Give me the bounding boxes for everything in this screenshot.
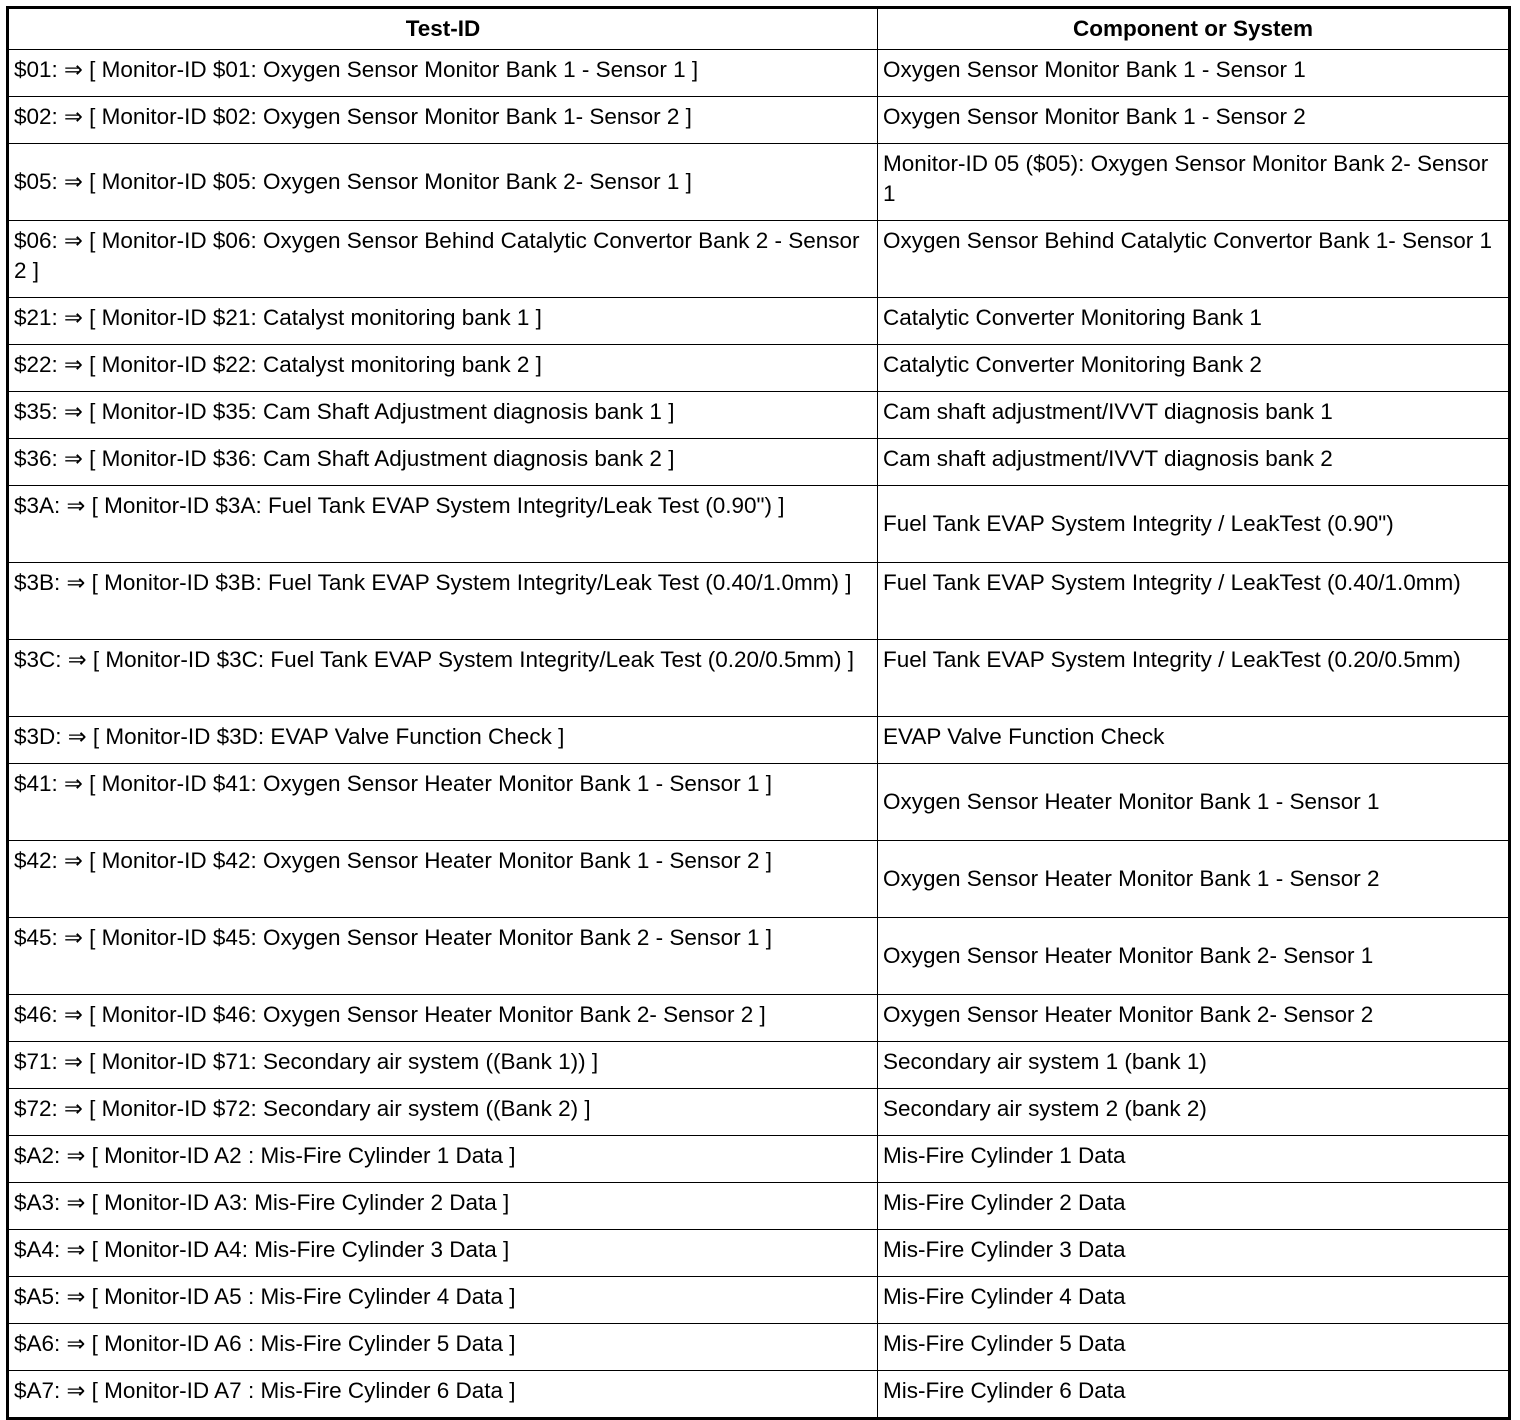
component-cell: Oxygen Sensor Monitor Bank 1 - Sensor 1 [878,50,1510,97]
test-id-cell: $A2: ⇒ [ Monitor-ID A2 : Mis-Fire Cylinder 1 Data ] [8,1136,878,1183]
table-header-row [8,8,1510,50]
test-id-cell: $3C: ⇒ [ Monitor-ID $3C: Fuel Tank EVAP System Integrity/Leak Test (0.20/0.5mm) ] [8,640,878,717]
table-row [8,439,1510,486]
header-test-id: Test-ID [8,8,878,50]
table-row [8,918,1510,995]
test-id-cell: $22: ⇒ [ Monitor-ID $22: Catalyst monitoring bank 2 ] [8,345,878,392]
component-cell: Cam shaft adjustment/IVVT diagnosis bank 1 [878,392,1510,439]
test-id-cell: $36: ⇒ [ Monitor-ID $36: Cam Shaft Adjustment diagnosis bank 2 ] [8,439,878,486]
component-cell: Mis-Fire Cylinder 5 Data [878,1324,1510,1371]
table-row [8,1277,1510,1324]
table-row [8,392,1510,439]
table-row [8,298,1510,345]
test-id-cell: $A4: ⇒ [ Monitor-ID A4: Mis-Fire Cylinder 3 Data ] [8,1230,878,1277]
component-cell: Fuel Tank EVAP System Integrity / LeakTest (0.40/1.0mm) [878,563,1510,640]
component-cell: Monitor-ID 05 ($05): Oxygen Sensor Monitor Bank 2- Sensor 1 [878,144,1510,221]
test-id-cell: $01: ⇒ [ Monitor-ID $01: Oxygen Sensor Monitor Bank 1 - Sensor 1 ] [8,50,878,97]
component-cell: Mis-Fire Cylinder 6 Data [878,1371,1510,1419]
component-cell: Oxygen Sensor Behind Catalytic Convertor Bank 1- Sensor 1 [878,221,1510,298]
test-id-cell: $46: ⇒ [ Monitor-ID $46: Oxygen Sensor Heater Monitor Bank 2- Sensor 2 ] [8,995,878,1042]
table-row [8,764,1510,841]
component-cell: Fuel Tank EVAP System Integrity / LeakTest (0.90") [878,486,1510,563]
table-row [8,841,1510,918]
header-component: Component or System [878,8,1510,50]
table-row [8,50,1510,97]
component-cell: Catalytic Converter Monitoring Bank 2 [878,345,1510,392]
test-id-cell: $35: ⇒ [ Monitor-ID $35: Cam Shaft Adjustment diagnosis bank 1 ] [8,392,878,439]
component-cell: EVAP Valve Function Check [878,717,1510,764]
component-cell: Fuel Tank EVAP System Integrity / LeakTest (0.20/0.5mm) [878,640,1510,717]
test-id-cell: $72: ⇒ [ Monitor-ID $72: Secondary air system ((Bank 2) ] [8,1089,878,1136]
component-cell: Oxygen Sensor Monitor Bank 1 - Sensor 2 [878,97,1510,144]
test-id-cell: $A3: ⇒ [ Monitor-ID A3: Mis-Fire Cylinder 2 Data ] [8,1183,878,1230]
component-cell: Mis-Fire Cylinder 4 Data [878,1277,1510,1324]
table-row [8,1324,1510,1371]
component-cell: Secondary air system 1 (bank 1) [878,1042,1510,1089]
component-cell: Oxygen Sensor Heater Monitor Bank 1 - Sensor 2 [878,841,1510,918]
table-row [8,640,1510,717]
test-id-cell: $71: ⇒ [ Monitor-ID $71: Secondary air system ((Bank 1)) ] [8,1042,878,1089]
component-cell: Mis-Fire Cylinder 2 Data [878,1183,1510,1230]
table-row [8,144,1510,221]
test-id-cell: $3B: ⇒ [ Monitor-ID $3B: Fuel Tank EVAP System Integrity/Leak Test (0.40/1.0mm) ] [8,563,878,640]
component-cell: Catalytic Converter Monitoring Bank 1 [878,298,1510,345]
table-row [8,995,1510,1042]
table-row [8,1371,1510,1419]
test-id-cell: $06: ⇒ [ Monitor-ID $06: Oxygen Sensor Behind Catalytic Convertor Bank 2 - Sensor 2 ] [8,221,878,298]
table-row [8,563,1510,640]
table-row [8,221,1510,298]
test-id-cell: $21: ⇒ [ Monitor-ID $21: Catalyst monitoring bank 1 ] [8,298,878,345]
test-id-cell: $05: ⇒ [ Monitor-ID $05: Oxygen Sensor Monitor Bank 2- Sensor 1 ] [8,144,878,221]
table-row [8,345,1510,392]
test-id-cell: $42: ⇒ [ Monitor-ID $42: Oxygen Sensor Heater Monitor Bank 1 - Sensor 2 ] [8,841,878,918]
table-row [8,1042,1510,1089]
test-id-cell: $02: ⇒ [ Monitor-ID $02: Oxygen Sensor Monitor Bank 1- Sensor 2 ] [8,97,878,144]
table-row [8,1230,1510,1277]
test-id-cell: $45: ⇒ [ Monitor-ID $45: Oxygen Sensor Heater Monitor Bank 2 - Sensor 1 ] [8,918,878,995]
test-id-cell: $A6: ⇒ [ Monitor-ID A6 : Mis-Fire Cylinder 5 Data ] [8,1324,878,1371]
test-id-cell: $3A: ⇒ [ Monitor-ID $3A: Fuel Tank EVAP System Integrity/Leak Test (0.90") ] [8,486,878,563]
component-cell: Cam shaft adjustment/IVVT diagnosis bank 2 [878,439,1510,486]
monitor-test-table [6,6,1511,1420]
test-id-cell: $3D: ⇒ [ Monitor-ID $3D: EVAP Valve Function Check ] [8,717,878,764]
test-id-cell: $A7: ⇒ [ Monitor-ID A7 : Mis-Fire Cylinder 6 Data ] [8,1371,878,1419]
test-id-cell: $41: ⇒ [ Monitor-ID $41: Oxygen Sensor Heater Monitor Bank 1 - Sensor 1 ] [8,764,878,841]
table-row [8,1183,1510,1230]
table-row [8,1089,1510,1136]
table-row [8,97,1510,144]
component-cell: Oxygen Sensor Heater Monitor Bank 2- Sensor 2 [878,995,1510,1042]
component-cell: Mis-Fire Cylinder 3 Data [878,1230,1510,1277]
table-row [8,717,1510,764]
component-cell: Oxygen Sensor Heater Monitor Bank 1 - Sensor 1 [878,764,1510,841]
table-row [8,1136,1510,1183]
component-cell: Secondary air system 2 (bank 2) [878,1089,1510,1136]
component-cell: Oxygen Sensor Heater Monitor Bank 2- Sensor 1 [878,918,1510,995]
table-row [8,486,1510,563]
component-cell: Mis-Fire Cylinder 1 Data [878,1136,1510,1183]
test-id-cell: $A5: ⇒ [ Monitor-ID A5 : Mis-Fire Cylinder 4 Data ] [8,1277,878,1324]
